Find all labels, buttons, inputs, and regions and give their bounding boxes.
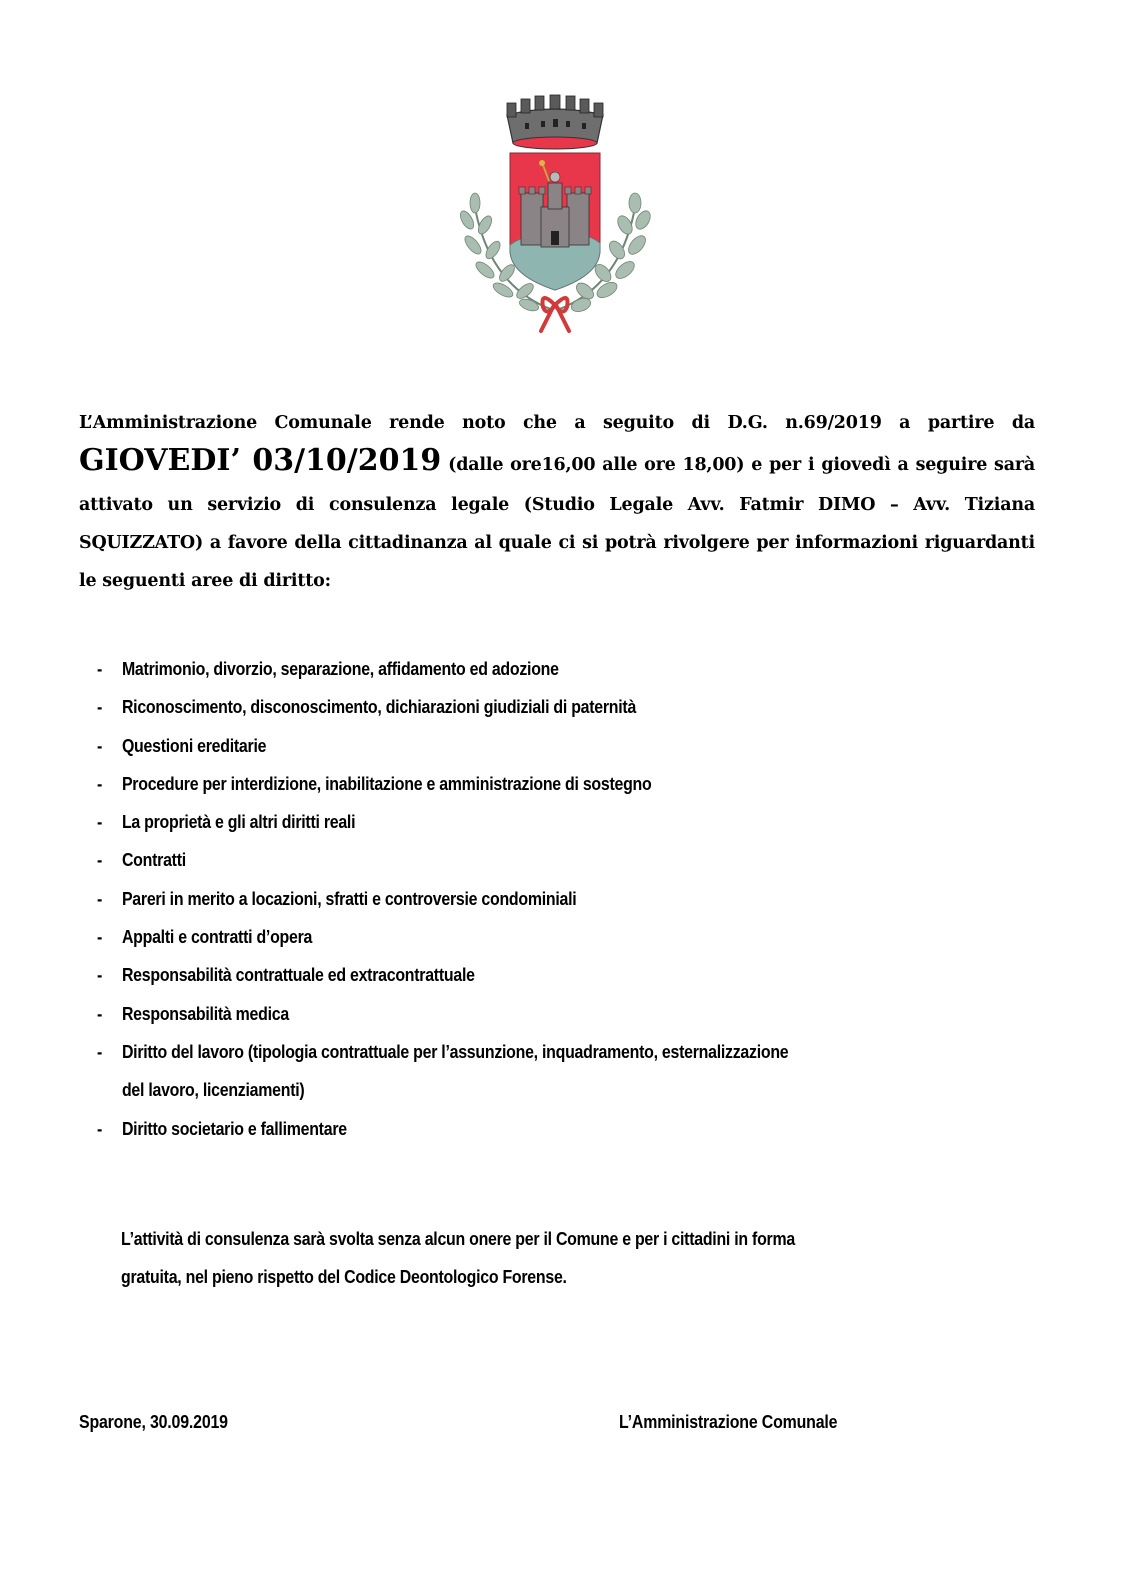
legal-area-item xyxy=(97,765,923,803)
bullet-dash: - xyxy=(97,772,103,794)
legal-area-item xyxy=(97,880,923,918)
bullet-dash: - xyxy=(97,849,103,871)
bullet-dash: - xyxy=(97,811,103,833)
legal-area-text: Riconoscimento, disconoscimento, dichiarazioni giudiziali di paternità xyxy=(121,696,637,718)
legal-area-text: Diritto del lavoro (tipologia contrattuale per l’assunzione, inquadramento, esternalizzazione xyxy=(121,1040,789,1062)
legal-area-item xyxy=(97,650,923,688)
legal-area-item xyxy=(97,1110,923,1148)
bullet-dash: - xyxy=(97,1002,103,1024)
legal-area-item xyxy=(97,803,923,841)
intro-line-2 xyxy=(79,440,1035,486)
closing-line-2: gratuita, nel pieno rispetto del Codice Deontologico Forense. xyxy=(121,1266,567,1287)
legal-area-item xyxy=(97,688,923,726)
bullet-dash: - xyxy=(97,887,103,909)
legal-area-text: Responsabilità contrattuale ed extracontrattuale xyxy=(121,964,475,986)
bullet-dash: - xyxy=(97,1040,103,1062)
legal-area-item xyxy=(97,918,923,956)
legal-area-text: Procedure per interdizione, inabilitazione e amministrazione di sostegno xyxy=(121,772,652,794)
legal-area-text: Matrimonio, divorzio, separazione, affidamento ed adozione xyxy=(121,658,559,679)
signature: L’Amministrazione Comunale xyxy=(619,1411,838,1432)
legal-areas-list xyxy=(97,650,923,1148)
closing-paragraph xyxy=(121,1220,1024,1296)
bullet-dash: - xyxy=(97,926,103,948)
legal-area-text: Responsabilità medica xyxy=(121,1002,289,1024)
legal-area-item xyxy=(97,995,923,1033)
ribbon-bow-icon xyxy=(541,298,569,331)
legal-area-item xyxy=(97,1033,923,1110)
bullet-dash: - xyxy=(97,1117,103,1139)
legal-area-text: Appalti e contratti d’opera xyxy=(121,926,313,948)
closing-line-1: L’attività di consulenza sarà svolta senza alcun onere per il Comune e per i cittadini in forma xyxy=(121,1228,795,1249)
legal-area-text: Pareri in merito a locazioni, sfratti e controversie condominiali xyxy=(121,887,577,909)
schedule-text: (dalle ore16,00 alle ore 18,00) e per i giovedì a seguire sarà xyxy=(448,455,1035,475)
intro-line-4: SQUIZZATO) a favore della cittadinanza al quale ci si potrà rivolgere per informazioni riguardanti xyxy=(79,533,1035,553)
intro-line-1: L’Amministrazione Comunale rende noto che a seguito di D.G. n.69/2019 a partire da xyxy=(79,413,1035,433)
bullet-dash: - xyxy=(97,658,103,679)
legal-area-text: La proprietà e gli altri diritti reali xyxy=(121,811,356,833)
intro-paragraph xyxy=(79,404,1035,600)
intro-line-3: attivato un servizio di consulenza legale (Studio Legale Avv. Fatmir DIMO – Avv. Tiziana xyxy=(79,495,1035,515)
legal-area-item xyxy=(97,841,923,879)
intro-line-5: le seguenti aree di diritto: xyxy=(79,571,331,591)
bullet-dash: - xyxy=(97,696,103,718)
bullet-dash: - xyxy=(97,734,103,756)
legal-area-text: Contratti xyxy=(121,849,186,871)
coat-of-arms-emblem xyxy=(445,85,665,335)
legal-area-item xyxy=(97,956,923,994)
shield-icon xyxy=(510,153,600,290)
bullet-dash: - xyxy=(97,964,103,986)
start-date-highlight: GIOVEDI’ 03/10/2019 xyxy=(79,443,442,478)
crown-icon xyxy=(507,95,603,149)
legal-area-item xyxy=(97,727,923,765)
legal-area-text: Questioni ereditarie xyxy=(121,734,267,756)
legal-area-text-continuation: del lavoro, licenziamenti) xyxy=(121,1079,305,1101)
legal-area-text: Diritto societario e fallimentare xyxy=(121,1117,347,1139)
place-and-date: Sparone, 30.09.2019 xyxy=(79,1411,228,1432)
